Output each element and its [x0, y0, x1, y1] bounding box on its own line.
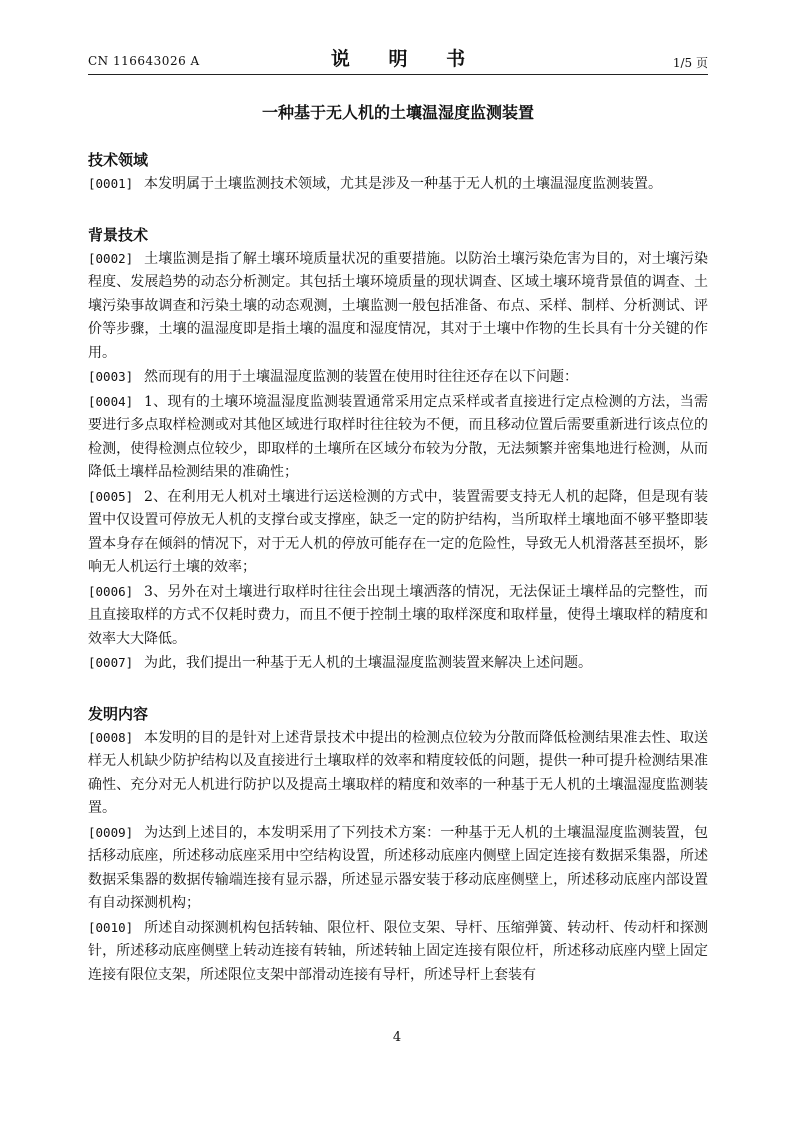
paragraph [88, 172, 708, 197]
paragraph [88, 651, 708, 676]
paragraph-text: 为达到上述目的，本发明采用了下列技术方案：一种基于无人机的土壤温湿度监测装置，包括移动底座，所述移动底座采用中空结构设置，所述移动底座内侧壁上固定连接有数据采集器，所述数据采集器的数据传输端连接有显示器，所述显示器安装于移动底座侧壁上，所述移动底座内部设置有自动探测机构； [88, 824, 708, 911]
paragraph [88, 916, 708, 988]
document-title: 一种基于无人机的土壤温湿度监测装置 [261, 103, 534, 122]
paragraph-text: 然而现有的用于土壤温湿度监测的装置在使用时往往还存在以下问题： [144, 369, 578, 385]
paragraph [88, 247, 708, 366]
paragraph-number: [0003] [88, 369, 134, 384]
paragraph-text: 本发明属于土壤监测技术领域，尤其是涉及一种基于无人机的土壤温湿度监测装置。 [144, 176, 662, 192]
paragraph [88, 365, 708, 390]
paragraph-text: 2、在利用无人机对土壤进行运送检测的方式中，装置需要支持无人机的起降，但是现有装置中仅设置可停放无人机的支撑台或支撑座，缺乏一定的防护结构，当所取样土壤地面不够平整即装置本身存在倾斜的情况下，对于无人机的停放可能存在一定的危险性，导致无人机滑落甚至损坏，影响无人机运行土壤的效率； [88, 488, 708, 575]
paragraph-number: [0001] [88, 176, 134, 191]
paragraph-text: 本发明的目的是针对上述背景技术中提出的检测点位较为分散而降低检测结果准去性、取送样无人机缺少防护结构以及直接进行土壤取样的效率和精度较低的问题，提供一种可提升检测结果准确性、充分对无人机进行防护以及提高土壤取样的精度和效率的一种基于无人机的土壤温湿度监测装置。 [88, 729, 708, 816]
page-number: 4 [392, 1030, 402, 1045]
paragraph-number: [0009] [88, 824, 134, 840]
paragraph-text: 所述自动探测机构包括转轴、限位杆、限位支架、导杆、压缩弹簧、转动杆、传动杆和探测针，所述移动底座侧壁上转动连接有转轴，所述转轴上固定连接有限位杆，所述移动底座内壁上固定连接有限位支架，所述限位支架中部滑动连接有导杆，所述导杆上套装有 [88, 919, 708, 983]
section-heading: 技术领域 [88, 151, 149, 169]
page-header [88, 44, 708, 74]
paragraph-text: 1、现有的土壤环境温湿度监测装置通常采用定点采样或者直接进行定点检测的方法，当需要进行多点取样检测或对其他区域进行取样时往往较为不便，而且移动位置后需要重新进行该点位的检测，使得检测点位较少，即取样的土壤所在区域分布较为分散，无法频繁并密集地进行检测，从而降低土壤样品检测结果的准确性； [88, 393, 708, 480]
paragraph [88, 726, 708, 821]
paragraph-text: 为此，我们提出一种基于无人机的土壤温湿度监测装置来解决上述问题。 [144, 655, 592, 671]
section-heading: 背景技术 [88, 225, 149, 244]
header-divider [88, 74, 708, 75]
document-type: 说 明 书 [330, 48, 482, 70]
paragraph-number: [0006] [88, 583, 134, 599]
paragraph [88, 821, 708, 916]
paragraph [88, 485, 708, 580]
paragraph-text: 3、另外在对土壤进行取样时往往会出现土壤洒落的情况，无法保证土壤样品的完整性，而且直接取样的方式不仅耗时费力，而且不便于控制土壤的取样深度和取样量，使得土壤取样的精度和效率大大降低。 [88, 583, 708, 647]
paragraph [88, 580, 708, 652]
paragraph-number: [0005] [88, 488, 134, 504]
paragraph-number: [0004] [88, 393, 134, 409]
document-number: CN 116643026 A [88, 54, 200, 68]
page-indicator: 1/5 页 [672, 56, 708, 70]
paragraph-number: [0008] [88, 729, 134, 745]
paragraph-text: 土壤监测是指了解土壤环境质量状况的重要措施。以防治土壤污染危害为目的，对土壤污染程度、发展趋势的动态分析测定。其包括土壤环境质量的现状调查、区域土壤环境背景值的调查、土壤污染事故调查和污染土壤的动态观测，土壤监测一般包括准备、布点、采样、制样、分析测试、评价等步骤，土壤的温湿度即是指土壤的温度和湿度情况，其对于土壤中作物的生长具有十分关键的作用。 [88, 250, 708, 361]
paragraph-number: [0010] [88, 919, 134, 935]
paragraph [88, 390, 708, 485]
section-heading: 发明内容 [88, 704, 149, 723]
paragraph-number: [0007] [88, 655, 134, 670]
paragraph-number: [0002] [88, 250, 134, 266]
document-body [88, 148, 708, 987]
